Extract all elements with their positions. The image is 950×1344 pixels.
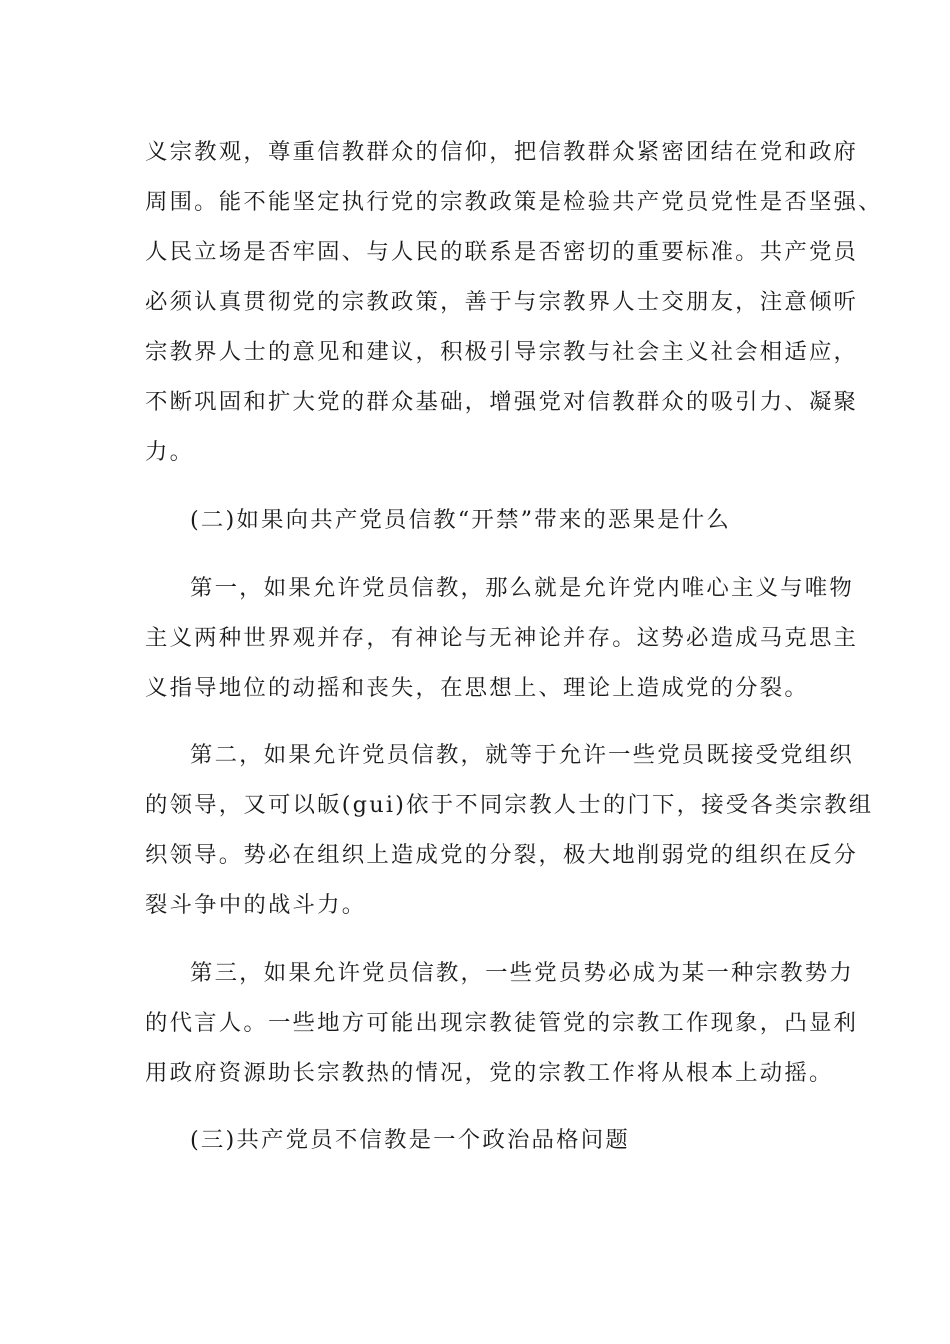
text-line: 必须认真贯彻党的宗教政策，善于与宗教界人士交朋友，注意倾听 xyxy=(145,289,859,315)
text-line: 宗教界人士的意见和建议，积极引导宗教与社会主义社会相适应， xyxy=(145,339,859,365)
text-line: 力。 xyxy=(145,439,195,465)
text-line: 义宗教观，尊重信教群众的信仰，把信教群众紧密团结在党和政府 xyxy=(145,139,859,165)
text-line: 第三，如果允许党员信教，一些党员势必成为某一种宗教势力 xyxy=(190,960,854,986)
text-line: 裂斗争中的战斗力。 xyxy=(145,892,367,918)
text-line: 人民立场是否牢固、与人民的联系是否密切的重要标准。共产党员 xyxy=(145,239,859,265)
section-heading-3: (三)共产党员不信教是一个政治品格问题 xyxy=(190,1127,630,1153)
text-line: 织领导。势必在组织上造成党的分裂，极大地削弱党的组织在反分 xyxy=(145,842,859,868)
text-line: 主义两种世界观并存，有神论与无神论并存。这势必造成马克思主 xyxy=(145,625,859,651)
text-line: 第二，如果允许党员信教，就等于允许一些党员既接受党组织 xyxy=(190,742,854,768)
text-line: 的领导，又可以皈(gui)依于不同宗教人士的门下，接受各类宗教组 xyxy=(145,792,874,818)
text-line: 不断巩固和扩大党的群众基础，增强党对信教群众的吸引力、凝聚 xyxy=(145,389,859,415)
text-line: 的代言人。一些地方可能出现宗教徒管党的宗教工作现象，凸显利 xyxy=(145,1010,859,1036)
section-heading-2: (二)如果向共产党员信教“开禁”带来的恶果是什么 xyxy=(190,507,731,533)
text-line: 周围。能不能坚定执行党的宗教政策是检验共产党员党性是否坚强、 xyxy=(145,189,883,215)
text-line: 义指导地位的动摇和丧失，在思想上、理论上造成党的分裂。 xyxy=(145,675,809,701)
text-line: 第一，如果允许党员信教，那么就是允许党内唯心主义与唯物 xyxy=(190,575,854,601)
text-line: 用政府资源助长宗教热的情况，党的宗教工作将从根本上动摇。 xyxy=(145,1060,834,1086)
